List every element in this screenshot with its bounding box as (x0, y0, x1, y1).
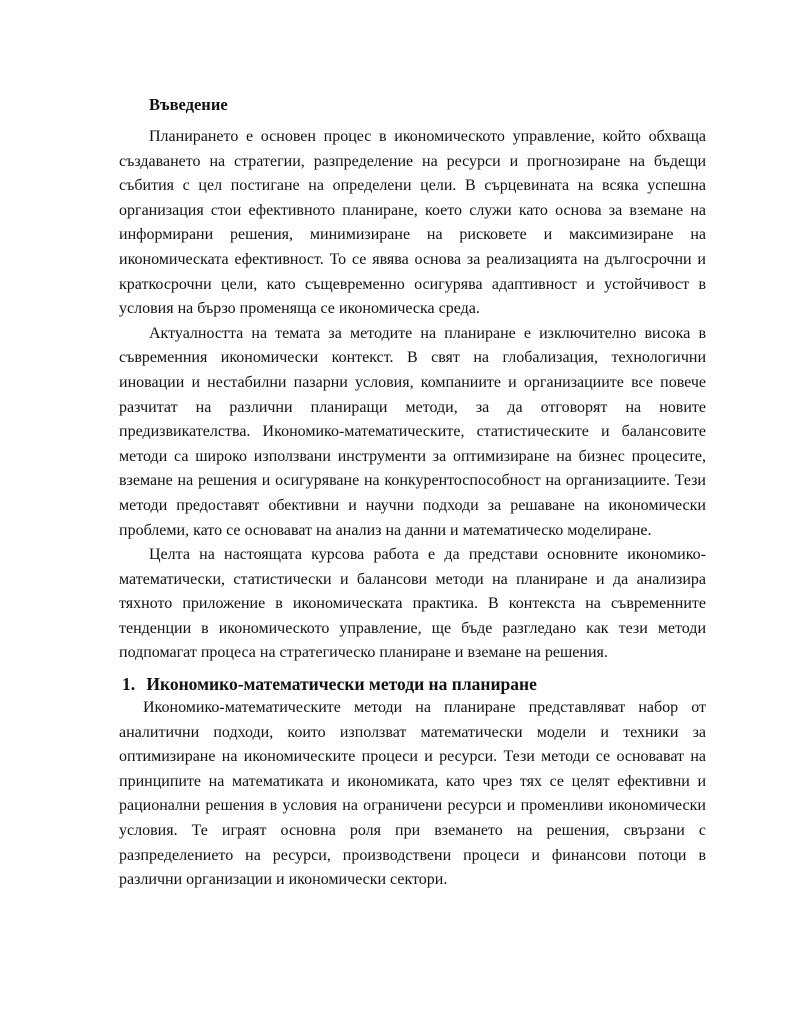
intro-paragraph-3: Целта на настоящата курсова работа е да представи основните икономико-математически, статистически и балансови методи на планиране и да анализира тяхното приложение в икономическата практика. В контекста на съвременните тенденции в икономическото управление, ще бъде разгледано как тези методи подпомагат процеса на стратегическо планиране и вземане на решения. (119, 546, 706, 662)
intro-title: Въведение (149, 95, 228, 114)
intro-paragraph-2: Актуалността на темата за методите на планиране е изключително висока в съвременния икономически контекст. В свят на глобализация, технологични иновации и нестабилни пазарни условия, компаниите и организациите все повече разчитат на различни планиращи методи, за да отговорят на новите предизвикателства. Икономико-математическите, статистическите и балансовите методи са широко използвани инструменти за оптимизиране на бизнес процесите, вземане на решения и осигуряване на конкурентоспособност на организациите. Тези методи предоставят обективни и научни подходи за решаване на икономически проблеми, като се основават на анализ на данни и математическо моделиране. (119, 324, 706, 539)
intro-paragraph-1: Планирането е основен процес в икономическото управление, който обхваща създаването на стратегии, разпределение на ресурси и прогнозиране на бъдещи събития с цел постигане на определени цели. В сърцевината на всяка успешна организация стои ефективното планиране, което служи като основа за вземане на информирани решения, минимизиране на рисковете и максимизиране на икономическата ефективност. То се явява основа за реализацията на дългосрочни и краткосрочни цели, като същевременно осигурява адаптивност и устойчивост в условия на бързо променяща се икономическа среда. (119, 128, 706, 318)
section-1-paragraph: Икономико-математическите методи на планиране представляват набор от аналитични подходи, които използват математически модели и техники за оптимизиране на икономическите процеси и ресурси. Тези методи се основават на принципите на математиката и икономиката, като чрез тях се целят ефективни и рационални решения в условия на ограничени ресурси и променливи икономически условия. Те играят основна роля при вземането на решения, свързани с разпределението на ресурси, производствени процеси и финансови потоци в различни организации и икономически сектори. (119, 699, 706, 889)
section-1-number: 1. (122, 674, 136, 695)
page-content (119, 93, 706, 893)
section-1-title: Икономико-математически методи на планиране (146, 674, 537, 695)
section-1-heading (119, 672, 706, 696)
